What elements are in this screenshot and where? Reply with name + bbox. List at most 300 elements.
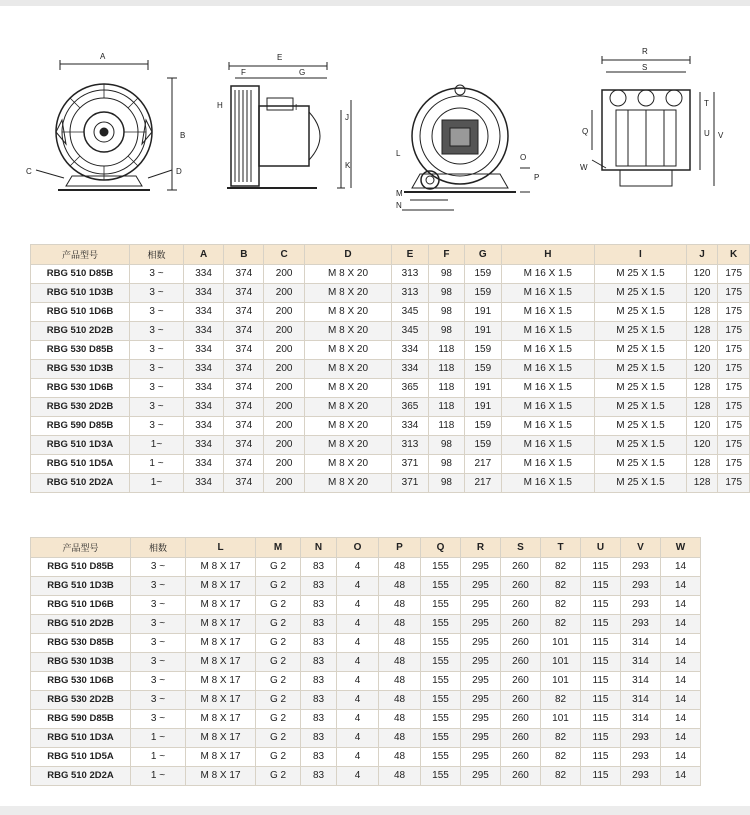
- table-cell: 83: [301, 615, 337, 634]
- table-cell: 3 ~: [131, 634, 186, 653]
- model-cell: RBG 510 1D6B: [31, 303, 130, 322]
- table-cell: 1 ~: [130, 455, 184, 474]
- table-cell: 82: [541, 577, 581, 596]
- table-cell: 200: [264, 379, 304, 398]
- side-label-k: K: [345, 161, 351, 170]
- table-row: [31, 672, 701, 691]
- model-cell: RBG 530 1D6B: [31, 672, 131, 691]
- table-cell: 159: [465, 284, 501, 303]
- table-cell: M 16 X 1.5: [501, 265, 595, 284]
- table-cell: M 25 X 1.5: [595, 322, 687, 341]
- table-cell: 175: [718, 322, 750, 341]
- table-row: [31, 634, 701, 653]
- table-cell: 200: [264, 436, 304, 455]
- table-cell: 48: [379, 558, 421, 577]
- table-cell: 82: [541, 729, 581, 748]
- table-cell: 334: [183, 322, 223, 341]
- top-label-q: Q: [582, 127, 589, 136]
- table-row: [31, 379, 750, 398]
- table-cell: 334: [183, 360, 223, 379]
- table-cell: 313: [392, 265, 428, 284]
- table-row: [31, 436, 750, 455]
- column-header: C: [264, 245, 304, 265]
- table-cell: M 8 X 17: [186, 691, 256, 710]
- table-cell: 295: [461, 672, 501, 691]
- side-label-f: F: [241, 68, 246, 77]
- table-cell: 295: [461, 577, 501, 596]
- table-cell: 4: [337, 767, 379, 786]
- table-cell: 83: [301, 558, 337, 577]
- table-cell: 200: [264, 398, 304, 417]
- table-cell: 200: [264, 474, 304, 493]
- table-cell: 374: [224, 322, 264, 341]
- table-cell: 260: [501, 710, 541, 729]
- side-label-h: H: [217, 101, 223, 110]
- table-cell: 4: [337, 577, 379, 596]
- table-cell: M 25 X 1.5: [595, 436, 687, 455]
- table-cell: 314: [621, 634, 661, 653]
- table-cell: 83: [301, 748, 337, 767]
- dimensions-table-a-to-k: [30, 244, 750, 493]
- table-cell: 159: [465, 436, 501, 455]
- table-cell: 365: [392, 398, 428, 417]
- table-cell: 175: [718, 265, 750, 284]
- table-cell: 217: [465, 455, 501, 474]
- table-cell: 128: [686, 398, 718, 417]
- top-label-r: R: [642, 47, 648, 56]
- model-cell: RBG 510 2D2A: [31, 474, 130, 493]
- table-cell: 3 ~: [130, 284, 184, 303]
- table-cell: 83: [301, 672, 337, 691]
- table-cell: 128: [686, 474, 718, 493]
- table-cell: 1 ~: [131, 767, 186, 786]
- dimensions-table-l-to-w: [30, 537, 701, 786]
- table-cell: M 16 X 1.5: [501, 303, 595, 322]
- column-header: H: [501, 245, 595, 265]
- table-cell: 3 ~: [131, 577, 186, 596]
- table-cell: 155: [421, 577, 461, 596]
- table-cell: 48: [379, 653, 421, 672]
- table-cell: M 8 X 17: [186, 767, 256, 786]
- table-cell: 3 ~: [131, 653, 186, 672]
- table-cell: M 25 X 1.5: [595, 284, 687, 303]
- table-cell: 48: [379, 710, 421, 729]
- model-cell: RBG 510 2D2A: [31, 767, 131, 786]
- table-row: [31, 653, 701, 672]
- table-cell: 115: [581, 577, 621, 596]
- table-row: [31, 284, 750, 303]
- table-cell: 83: [301, 577, 337, 596]
- model-cell: RBG 510 1D3A: [31, 729, 131, 748]
- base-view-drawing: [390, 40, 550, 220]
- table-cell: 14: [661, 767, 701, 786]
- column-header: T: [541, 538, 581, 558]
- table-cell: 295: [461, 767, 501, 786]
- column-header: I: [595, 245, 687, 265]
- table-cell: M 8 X 17: [186, 729, 256, 748]
- table-cell: 334: [183, 436, 223, 455]
- table-cell: 14: [661, 748, 701, 767]
- technical-drawings: [0, 40, 750, 230]
- table-cell: M 16 X 1.5: [501, 341, 595, 360]
- table-cell: G 2: [256, 558, 301, 577]
- table-cell: 48: [379, 615, 421, 634]
- model-cell: RBG 510 1D3B: [31, 284, 130, 303]
- table-cell: 83: [301, 729, 337, 748]
- table-cell: 334: [183, 379, 223, 398]
- table-cell: 1 ~: [131, 729, 186, 748]
- table-cell: 3 ~: [130, 379, 184, 398]
- table-cell: 101: [541, 653, 581, 672]
- table-cell: M 25 X 1.5: [595, 341, 687, 360]
- table-cell: 14: [661, 653, 701, 672]
- column-header: P: [379, 538, 421, 558]
- table-cell: 155: [421, 615, 461, 634]
- table-cell: 293: [621, 577, 661, 596]
- table-cell: M 8 X 20: [304, 436, 392, 455]
- table-cell: 4: [337, 653, 379, 672]
- table-cell: G 2: [256, 653, 301, 672]
- table-cell: 191: [465, 379, 501, 398]
- column-header: N: [301, 538, 337, 558]
- table-cell: 120: [686, 436, 718, 455]
- table-cell: 155: [421, 748, 461, 767]
- table-cell: 3 ~: [131, 558, 186, 577]
- table-cell: 4: [337, 729, 379, 748]
- model-cell: RBG 510 2D2B: [31, 615, 131, 634]
- column-header: W: [661, 538, 701, 558]
- table-cell: 175: [718, 417, 750, 436]
- table-cell: 115: [581, 691, 621, 710]
- table-cell: 374: [224, 341, 264, 360]
- table-row: [31, 474, 750, 493]
- table-cell: 98: [428, 436, 464, 455]
- table-cell: 334: [183, 284, 223, 303]
- table-cell: 260: [501, 577, 541, 596]
- table-cell: M 25 X 1.5: [595, 417, 687, 436]
- table-cell: 155: [421, 596, 461, 615]
- table-row: [31, 615, 701, 634]
- table-cell: 82: [541, 691, 581, 710]
- table-cell: 374: [224, 379, 264, 398]
- table-cell: 3 ~: [130, 341, 184, 360]
- table-cell: 374: [224, 436, 264, 455]
- table-cell: 83: [301, 691, 337, 710]
- table-row: [31, 558, 701, 577]
- front-view-drawing: [22, 40, 202, 200]
- table-cell: 295: [461, 748, 501, 767]
- table-row: [31, 455, 750, 474]
- table-row: [31, 767, 701, 786]
- table-cell: 4: [337, 615, 379, 634]
- table-cell: 295: [461, 691, 501, 710]
- table-cell: 260: [501, 596, 541, 615]
- column-header: S: [501, 538, 541, 558]
- table-cell: 48: [379, 767, 421, 786]
- table-cell: 260: [501, 748, 541, 767]
- table-cell: M 16 X 1.5: [501, 455, 595, 474]
- model-cell: RBG 530 2D2B: [31, 398, 130, 417]
- table-cell: 98: [428, 474, 464, 493]
- table-cell: G 2: [256, 634, 301, 653]
- table-cell: 82: [541, 558, 581, 577]
- table-cell: 314: [621, 653, 661, 672]
- table-cell: 260: [501, 634, 541, 653]
- table-cell: 295: [461, 558, 501, 577]
- table-cell: 155: [421, 634, 461, 653]
- base-label-l: L: [396, 149, 401, 158]
- column-header: 产品型号: [31, 538, 131, 558]
- table-cell: 115: [581, 672, 621, 691]
- table-cell: 14: [661, 691, 701, 710]
- table-row: [31, 710, 701, 729]
- model-cell: RBG 510 1D6B: [31, 596, 131, 615]
- model-cell: RBG 510 1D3B: [31, 577, 131, 596]
- column-header: O: [337, 538, 379, 558]
- table-cell: 175: [718, 436, 750, 455]
- table-cell: M 16 X 1.5: [501, 417, 595, 436]
- table-cell: 14: [661, 615, 701, 634]
- table-cell: 115: [581, 653, 621, 672]
- table-cell: M 16 X 1.5: [501, 360, 595, 379]
- table-cell: 3 ~: [131, 615, 186, 634]
- column-header: M: [256, 538, 301, 558]
- table-cell: 14: [661, 558, 701, 577]
- table-cell: 175: [718, 341, 750, 360]
- table-cell: 345: [392, 303, 428, 322]
- table-cell: 159: [465, 417, 501, 436]
- table-cell: M 8 X 17: [186, 634, 256, 653]
- model-cell: RBG 530 1D3B: [31, 653, 131, 672]
- table-cell: 83: [301, 710, 337, 729]
- table-cell: 3 ~: [131, 710, 186, 729]
- table-cell: 115: [581, 729, 621, 748]
- table-cell: 374: [224, 284, 264, 303]
- model-cell: RBG 530 D85B: [31, 634, 131, 653]
- column-header: 相数: [131, 538, 186, 558]
- table-cell: 3 ~: [130, 360, 184, 379]
- table-cell: M 16 X 1.5: [501, 436, 595, 455]
- column-header: 相数: [130, 245, 184, 265]
- table-cell: M 8 X 17: [186, 558, 256, 577]
- table-row: [31, 577, 701, 596]
- table-cell: M 8 X 17: [186, 748, 256, 767]
- table-cell: 14: [661, 672, 701, 691]
- model-cell: RBG 590 D85B: [31, 710, 131, 729]
- table-cell: 295: [461, 729, 501, 748]
- table-row: [31, 341, 750, 360]
- top-label-w: W: [580, 163, 588, 172]
- table-cell: 120: [686, 265, 718, 284]
- table-cell: 98: [428, 303, 464, 322]
- column-header: L: [186, 538, 256, 558]
- side-label-i: I: [295, 103, 298, 112]
- table-cell: 155: [421, 653, 461, 672]
- table-cell: 260: [501, 558, 541, 577]
- column-header: V: [621, 538, 661, 558]
- table-cell: M 8 X 20: [304, 455, 392, 474]
- table-cell: 4: [337, 672, 379, 691]
- table-cell: 120: [686, 284, 718, 303]
- table-cell: 82: [541, 615, 581, 634]
- table-cell: M 25 X 1.5: [595, 265, 687, 284]
- table-cell: 3 ~: [130, 398, 184, 417]
- table-cell: 200: [264, 417, 304, 436]
- table-cell: 374: [224, 303, 264, 322]
- table-cell: 118: [428, 379, 464, 398]
- table-cell: 293: [621, 558, 661, 577]
- table-row: [31, 417, 750, 436]
- table-cell: 3 ~: [130, 322, 184, 341]
- table-cell: M 8 X 20: [304, 398, 392, 417]
- table-row: [31, 265, 750, 284]
- table-cell: 155: [421, 729, 461, 748]
- table-cell: M 25 X 1.5: [595, 360, 687, 379]
- table-cell: 48: [379, 729, 421, 748]
- table-cell: 4: [337, 748, 379, 767]
- table-header-row: [31, 538, 701, 558]
- model-cell: RBG 510 D85B: [31, 265, 130, 284]
- front-label-a: A: [100, 52, 106, 61]
- table-cell: 200: [264, 341, 304, 360]
- table-cell: 175: [718, 455, 750, 474]
- base-label-n: N: [396, 201, 402, 210]
- base-label-o: O: [520, 153, 527, 162]
- table-cell: 295: [461, 653, 501, 672]
- table-cell: M 8 X 20: [304, 417, 392, 436]
- table-cell: 295: [461, 596, 501, 615]
- table-cell: 365: [392, 379, 428, 398]
- table-cell: 98: [428, 322, 464, 341]
- table-cell: 118: [428, 360, 464, 379]
- table-cell: 48: [379, 672, 421, 691]
- table-cell: 175: [718, 474, 750, 493]
- table-cell: M 8 X 20: [304, 303, 392, 322]
- table-cell: G 2: [256, 672, 301, 691]
- column-header: 产品型号: [31, 245, 130, 265]
- table-cell: 115: [581, 748, 621, 767]
- table-cell: 175: [718, 360, 750, 379]
- model-cell: RBG 530 1D3B: [31, 360, 130, 379]
- model-cell: RBG 510 D85B: [31, 558, 131, 577]
- table-cell: 334: [183, 303, 223, 322]
- table-header-row: [31, 245, 750, 265]
- table-cell: G 2: [256, 767, 301, 786]
- table-cell: 3 ~: [131, 691, 186, 710]
- table-cell: M 16 X 1.5: [501, 398, 595, 417]
- column-header: D: [304, 245, 392, 265]
- table-cell: 295: [461, 634, 501, 653]
- table-cell: 293: [621, 748, 661, 767]
- table-cell: G 2: [256, 729, 301, 748]
- table-cell: 155: [421, 767, 461, 786]
- table-cell: M 8 X 17: [186, 672, 256, 691]
- table-cell: 115: [581, 710, 621, 729]
- table-cell: 200: [264, 455, 304, 474]
- table-cell: 260: [501, 672, 541, 691]
- column-header: E: [392, 245, 428, 265]
- table-cell: 293: [621, 729, 661, 748]
- table-cell: 4: [337, 558, 379, 577]
- table-cell: M 8 X 17: [186, 577, 256, 596]
- table-cell: 98: [428, 284, 464, 303]
- front-label-d: D: [176, 167, 182, 176]
- table-cell: 14: [661, 596, 701, 615]
- table-cell: 14: [661, 634, 701, 653]
- table-cell: 159: [465, 360, 501, 379]
- table-cell: 191: [465, 322, 501, 341]
- table-cell: 334: [183, 474, 223, 493]
- table-cell: 4: [337, 691, 379, 710]
- table-cell: 48: [379, 577, 421, 596]
- column-header: U: [581, 538, 621, 558]
- column-header: J: [686, 245, 718, 265]
- table-cell: M 8 X 20: [304, 474, 392, 493]
- table-cell: 314: [621, 710, 661, 729]
- table-cell: 48: [379, 634, 421, 653]
- table-cell: G 2: [256, 710, 301, 729]
- model-cell: RBG 530 2D2B: [31, 691, 131, 710]
- top-label-t: T: [704, 99, 709, 108]
- table-cell: 200: [264, 284, 304, 303]
- table-cell: 155: [421, 672, 461, 691]
- table-cell: 334: [183, 398, 223, 417]
- table-cell: 115: [581, 767, 621, 786]
- table-cell: 200: [264, 322, 304, 341]
- column-header: A: [183, 245, 223, 265]
- table-cell: 313: [392, 284, 428, 303]
- table-cell: M 25 X 1.5: [595, 398, 687, 417]
- table-cell: 293: [621, 615, 661, 634]
- table-cell: 128: [686, 322, 718, 341]
- table-cell: 118: [428, 398, 464, 417]
- table-cell: 334: [392, 360, 428, 379]
- base-label-p: P: [534, 173, 540, 182]
- table-cell: 101: [541, 672, 581, 691]
- table-cell: 120: [686, 360, 718, 379]
- table-cell: M 25 X 1.5: [595, 474, 687, 493]
- table-cell: 313: [392, 436, 428, 455]
- table-cell: 128: [686, 303, 718, 322]
- table-cell: 155: [421, 691, 461, 710]
- model-cell: RBG 510 1D5A: [31, 748, 131, 767]
- table-cell: M 25 X 1.5: [595, 455, 687, 474]
- bottom-border: [0, 806, 750, 815]
- table-cell: 334: [392, 417, 428, 436]
- table-cell: M 8 X 20: [304, 284, 392, 303]
- table-cell: 115: [581, 634, 621, 653]
- table-cell: M 25 X 1.5: [595, 303, 687, 322]
- top-label-u: U: [704, 129, 710, 138]
- table-cell: G 2: [256, 596, 301, 615]
- table-cell: 200: [264, 265, 304, 284]
- table-cell: 98: [428, 265, 464, 284]
- table-cell: 48: [379, 748, 421, 767]
- side-view-drawing: [205, 40, 375, 200]
- table-cell: 200: [264, 303, 304, 322]
- table-cell: 98: [428, 455, 464, 474]
- table-cell: 159: [465, 265, 501, 284]
- table-cell: 3 ~: [130, 417, 184, 436]
- table-cell: 48: [379, 596, 421, 615]
- table-cell: 83: [301, 653, 337, 672]
- table-row: [31, 748, 701, 767]
- top-border: [0, 0, 750, 6]
- table-cell: 155: [421, 558, 461, 577]
- table-cell: 371: [392, 474, 428, 493]
- table-cell: 118: [428, 417, 464, 436]
- column-header: F: [428, 245, 464, 265]
